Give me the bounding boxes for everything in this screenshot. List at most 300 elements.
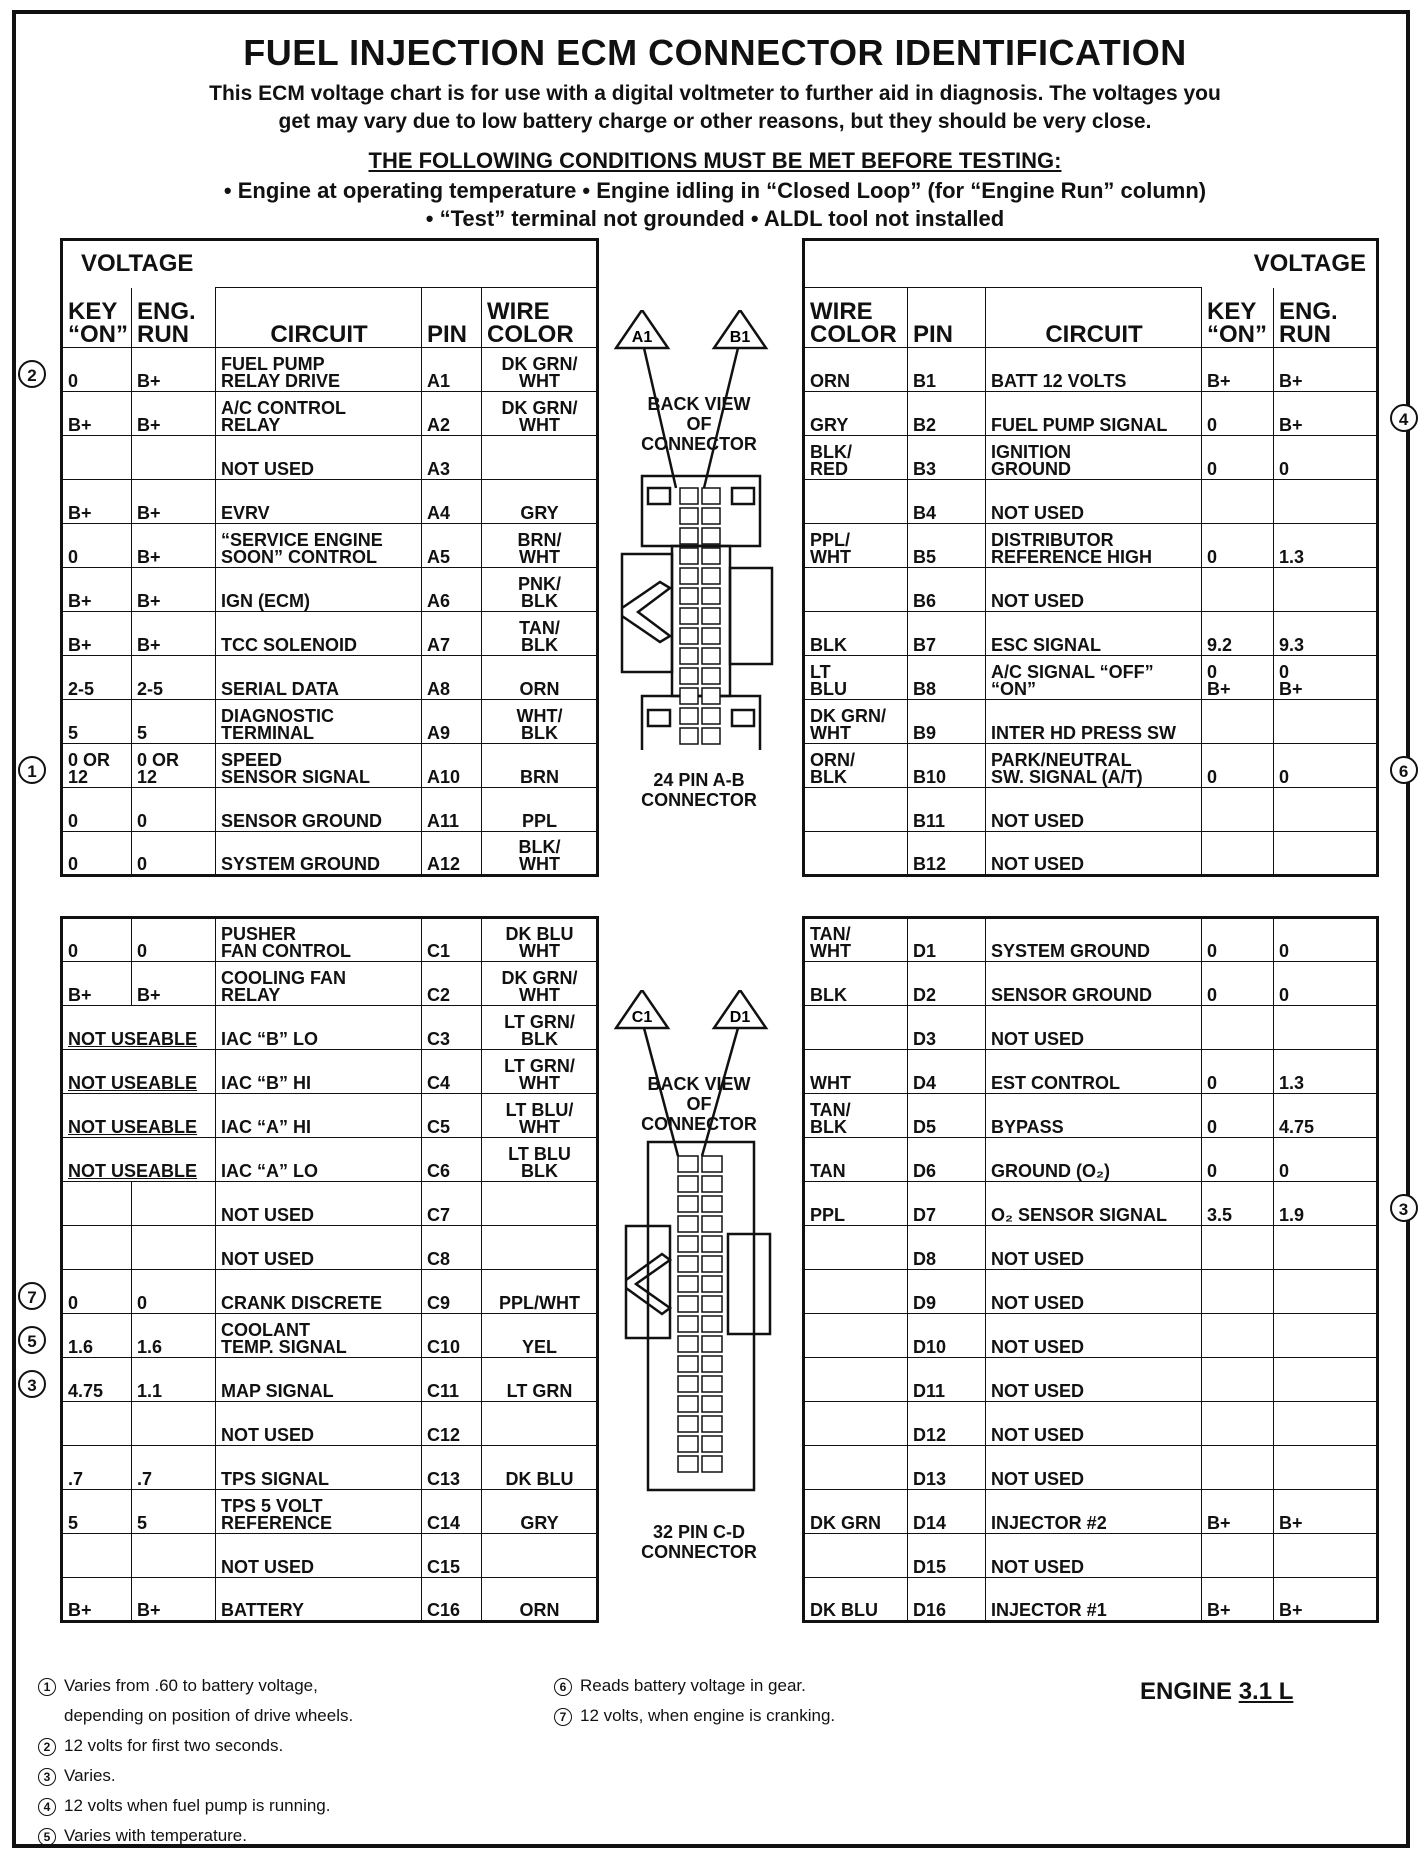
pin-id: B9 [908,700,986,744]
table-row [804,1226,1378,1270]
pin-id: B3 [908,436,986,480]
table-row [62,524,598,568]
key-on-value [1202,832,1274,876]
eng-run-value [132,436,216,480]
pin-id: B6 [908,568,986,612]
connector-pin-cavity [702,488,720,504]
pin-id: D3 [908,1006,986,1050]
table-row [62,1226,598,1270]
circuit-header-right: CIRCUIT [986,288,1202,348]
eng-run-value: 5 [132,1490,216,1534]
connector-pin-cavity [702,1176,722,1192]
wire-color: LT BLU BLK [482,1138,598,1182]
eng-run-value [1274,1358,1378,1402]
wire-color [804,1226,908,1270]
wire-color [482,436,598,480]
pin-id: C2 [422,962,482,1006]
connector-pin-cavity [678,1416,698,1432]
key-on-value: 0 [62,918,132,962]
footnote-marker: 4 [38,1798,56,1816]
key-on-value: 0 [1202,1050,1274,1094]
key-on-value [1202,700,1274,744]
connector-cd-left-label: C1 [631,1009,653,1026]
key-on-value: 0 [62,1270,132,1314]
footnote-marker: 2 [38,1738,56,1756]
engine-value: 3.1 L [1238,1678,1294,1705]
key-on-value: 2-5 [62,656,132,700]
footnote-text: Varies with temperature. [64,1826,247,1845]
wire-color [804,1006,908,1050]
connector-pin-cavity [680,728,698,744]
table-row [62,392,598,436]
table-row [804,612,1378,656]
table-row [62,1578,598,1622]
wire-color: DK BLU [804,1578,908,1622]
circuit-name: NOT USED [986,480,1202,524]
footnote [38,1676,518,1696]
table-row [804,1270,1378,1314]
conditions-line-1: • Engine at operating temperature • Engine idling in “Closed Loop” (for “Engine Run” column) [223,178,1207,203]
pin-id: A5 [422,524,482,568]
pin-id: C11 [422,1358,482,1402]
pin-id: D14 [908,1490,986,1534]
footnote-marker: 3 [38,1768,56,1786]
connector-pin-cavity [680,628,698,644]
key-on-value [1202,1402,1274,1446]
eng-run-value: B+ [132,568,216,612]
circuit-name: IAC “A” LO [216,1138,422,1182]
connector-pin-cavity [680,608,698,624]
circuit-name: INTER HD PRESS SW [986,700,1202,744]
table-row [804,568,1378,612]
table-row [804,1182,1378,1226]
connector-pin-cavity [678,1196,698,1212]
connector-pin-cavity [680,708,698,724]
footnote [38,1766,518,1786]
connector-pin-cavity [680,488,698,504]
key-on-value [1202,1534,1274,1578]
table-row [62,744,598,788]
connector-pin-cavity [702,1316,722,1332]
pin-id: A12 [422,832,482,876]
table-row [62,700,598,744]
connector-pin-cavity [702,1396,722,1412]
key-on-value: 0 [62,788,132,832]
circuit-name: FUEL PUMP SIGNAL [986,392,1202,436]
circuit-name: NOT USED [986,1402,1202,1446]
page-title: FUEL INJECTION ECM CONNECTOR IDENTIFICATION [243,32,1187,73]
voltage-header: VOLTAGE [62,240,598,288]
note-marker-2: 2 [18,360,46,388]
eng-run-value [1274,700,1378,744]
connector-cd-caption: 32 PIN C-D CONNECTOR [641,1522,757,1562]
footnote-text: Varies from .60 to battery voltage, [64,1676,318,1695]
wire-color [482,1402,598,1446]
wire-color: LT GRN/ BLK [482,1006,598,1050]
table-row [62,656,598,700]
wire-color: YEL [482,1314,598,1358]
connector-pin-cavity [702,648,720,664]
table-row [804,788,1378,832]
circuit-name: NOT USED [986,788,1202,832]
note-marker-3: 3 [18,1370,46,1398]
table-row [62,348,598,392]
table-row [804,1006,1378,1050]
eng-run-value: 9.3 [1274,612,1378,656]
eng-run-value: B+ [132,612,216,656]
key-on-value [1202,568,1274,612]
pin-id: C7 [422,1182,482,1226]
table-row [62,1402,598,1446]
circuit-name: CRANK DISCRETE [216,1270,422,1314]
footnote-marker: 5 [38,1828,56,1846]
footnote-text: Reads battery voltage in gear. [580,1676,806,1695]
connector-ab-diagram [614,310,784,750]
footnotes-left [38,1676,518,1856]
wire-color: DK GRN/ WHT [482,392,598,436]
table-row [804,744,1378,788]
pin-id: D7 [908,1182,986,1226]
table-row [804,1578,1378,1622]
wire-color [804,788,908,832]
intro-line-2: get may vary due to low battery charge or other reasons, but they should be very close. [278,110,1152,133]
table-row [62,1490,598,1534]
eng-run-value: 0 B+ [1274,656,1378,700]
circuit-name: A/C SIGNAL “OFF” “ON” [986,656,1202,700]
pin-id: D8 [908,1226,986,1270]
eng-run-value [1274,568,1378,612]
key-on-value: B+ [1202,1490,1274,1534]
table-row [62,1006,598,1050]
key-on-value: B+ [62,612,132,656]
key-on-value: 9.2 [1202,612,1274,656]
eng-run-value: B+ [132,962,216,1006]
circuit-name: TCC SOLENOID [216,612,422,656]
wire-color: PPL [804,1182,908,1226]
table-row [804,656,1378,700]
pin-id: C1 [422,918,482,962]
wire-color: GRY [804,392,908,436]
wire-color-header: WIRE COLOR [482,288,598,348]
circuit-header: CIRCUIT [216,288,422,348]
circuit-name: IAC “B” LO [216,1006,422,1050]
circuit-name: NOT USED [986,1314,1202,1358]
footnote [554,1676,974,1696]
circuit-name: NOT USED [986,1358,1202,1402]
connector-pin-cavity [678,1216,698,1232]
footnote [554,1706,974,1726]
wire-color [804,1314,908,1358]
connector-pin-cavity [702,1256,722,1272]
connector-pin-cavity [680,588,698,604]
circuit-name: IAC “A” HI [216,1094,422,1138]
key-on-value: B+ [62,1578,132,1622]
eng-run-value: 0 OR 12 [132,744,216,788]
table-row [804,1050,1378,1094]
table-row [804,918,1378,962]
key-on-value: 0 [62,832,132,876]
key-on-value: 4.75 [62,1358,132,1402]
key-on-value: B+ [62,480,132,524]
circuit-name: NOT USED [986,1534,1202,1578]
circuit-name: FUEL PUMP RELAY DRIVE [216,348,422,392]
connector-pin-cavity [702,668,720,684]
eng-run-value: 1.9 [1274,1182,1378,1226]
table-row [804,700,1378,744]
key-on-value: 0 [1202,1138,1274,1182]
connector-pin-cavity [702,588,720,604]
table-row [62,1270,598,1314]
key-on-value: 0 [1202,524,1274,568]
footnote [38,1706,518,1726]
table-row [804,1094,1378,1138]
eng-run-value: B+ [132,348,216,392]
pin-header: PIN [422,288,482,348]
connector-cd-right-label: D1 [729,1009,751,1026]
footnote-text: depending on position of drive wheels. [64,1706,354,1725]
connector-pin-cavity [702,1436,722,1452]
circuit-name: DISTRIBUTOR REFERENCE HIGH [986,524,1202,568]
table-row [804,392,1378,436]
connector-pin-cavity [678,1316,698,1332]
eng-run-value [132,1182,216,1226]
key-on-value: 0 B+ [1202,656,1274,700]
note-marker-7: 7 [18,1282,46,1310]
table-row [62,480,598,524]
pin-id: A10 [422,744,482,788]
key-on-value [1202,1446,1274,1490]
key-on-value [62,1534,132,1578]
table-row [804,832,1378,876]
eng-run-value [1274,1006,1378,1050]
pin-id: B5 [908,524,986,568]
connector-ab-back-view: BACK VIEW OF CONNECTOR [641,394,757,454]
wire-color [804,832,908,876]
table-row [62,832,598,876]
intro-line-1: This ECM voltage chart is for use with a digital voltmeter to further aid in diagnosis. The voltages you [209,82,1221,105]
table-row [804,1490,1378,1534]
circuit-name: ESC SIGNAL [986,612,1202,656]
wire-color: BLK/ RED [804,436,908,480]
connector-pin-cavity [678,1456,698,1472]
key-on-value [62,1402,132,1446]
eng-run-value: 2-5 [132,656,216,700]
wire-color: DK BLU [482,1446,598,1490]
wire-color [482,1182,598,1226]
pin-id: B12 [908,832,986,876]
wire-color: DK GRN/ WHT [482,962,598,1006]
key-on-header: KEY “ON” [62,288,132,348]
connector-pin-cavity [702,568,720,584]
wire-color: WHT [804,1050,908,1094]
circuit-name: TPS SIGNAL [216,1446,422,1490]
wire-color: TAN [804,1138,908,1182]
connector-pin-cavity [702,1376,722,1392]
key-on-value: 5 [62,1490,132,1534]
connector-pin-cavity [678,1156,698,1172]
key-on-value [62,436,132,480]
pin-id: C4 [422,1050,482,1094]
eng-run-value [1274,1314,1378,1358]
key-on-value [62,1226,132,1270]
connector-pin-cavity [702,1196,722,1212]
circuit-name: NOT USED [986,1006,1202,1050]
pin-id: A7 [422,612,482,656]
pin-id: B11 [908,788,986,832]
connector-pin-cavity [702,1156,722,1172]
eng-run-header: ENG. RUN [132,288,216,348]
connector-pin-cavity [680,568,698,584]
table-row [804,436,1378,480]
key-on-value: 0 [1202,392,1274,436]
wire-color [804,480,908,524]
pin-id: B2 [908,392,986,436]
wire-color: PPL [482,788,598,832]
connector-pin-cavity [702,608,720,624]
table-row [62,568,598,612]
wire-color [804,1534,908,1578]
table-row [804,1534,1378,1578]
eng-run-value [1274,1402,1378,1446]
key-on-value: 0 [1202,436,1274,480]
key-on-value: 0 [1202,1094,1274,1138]
pin-id: C14 [422,1490,482,1534]
key-on-value: 0 OR 12 [62,744,132,788]
table-row [804,1446,1378,1490]
connector-pin-cavity [680,688,698,704]
table-row [62,436,598,480]
wire-color [482,1534,598,1578]
eng-run-value: 0 [132,788,216,832]
wire-color: GRY [482,1490,598,1534]
eng-run-value: 0 [1274,436,1378,480]
wire-color: PPL/ WHT [804,524,908,568]
connector-pin-cavity [702,1296,722,1312]
pin-id: B7 [908,612,986,656]
key-on-value: NOT USEABLE [62,1094,216,1138]
key-on-value: B+ [62,392,132,436]
eng-run-value: 0 [132,918,216,962]
eng-run-value: B+ [132,392,216,436]
wire-color: PPL/WHT [482,1270,598,1314]
pin-id: C8 [422,1226,482,1270]
connector-pin-cavity [702,708,720,724]
table-row [804,1402,1378,1446]
circuit-name: COOLANT TEMP. SIGNAL [216,1314,422,1358]
wire-color-header-right: WIRE COLOR [804,288,908,348]
wire-color: LT GRN/ WHT [482,1050,598,1094]
pin-id: D4 [908,1050,986,1094]
eng-run-value: 0 [1274,918,1378,962]
eng-run-value: 1.1 [132,1358,216,1402]
eng-run-value: .7 [132,1446,216,1490]
key-on-value [62,1182,132,1226]
pin-id: D2 [908,962,986,1006]
table-row [62,1094,598,1138]
eng-run-value: 5 [132,700,216,744]
table-b-pins [802,238,1379,877]
footnote-marker: 1 [38,1678,56,1696]
table-a-body [62,348,598,876]
connector-pin-cavity [702,1456,722,1472]
key-on-value: B+ [62,568,132,612]
table-row [804,480,1378,524]
note-marker-4: 4 [1390,404,1418,432]
pin-id: B10 [908,744,986,788]
connector-cd-housing [648,1142,754,1490]
table-row [804,1358,1378,1402]
connector-pin-cavity [702,688,720,704]
key-on-value: 0 [1202,918,1274,962]
wire-color [804,1446,908,1490]
wire-color: DK GRN [804,1490,908,1534]
connector-pin-cavity [680,508,698,524]
connector-pin-cavity [678,1376,698,1392]
connector-pin-cavity [678,1296,698,1312]
wire-color: LT BLU/ WHT [482,1094,598,1138]
eng-run-value [132,1402,216,1446]
key-on-value [1202,1270,1274,1314]
circuit-name: INJECTOR #1 [986,1578,1202,1622]
eng-run-value [1274,1270,1378,1314]
connector-pin-cavity [680,548,698,564]
circuit-name: O₂ SENSOR SIGNAL [986,1182,1202,1226]
pin-id: A2 [422,392,482,436]
wire-color: DK BLU WHT [482,918,598,962]
connector-pin-cavity [702,528,720,544]
key-on-value: NOT USEABLE [62,1050,216,1094]
table-row [804,962,1378,1006]
connector-pin-cavity [702,1356,722,1372]
pin-id: D9 [908,1270,986,1314]
pin-id: B8 [908,656,986,700]
circuit-name: DIAGNOSTIC TERMINAL [216,700,422,744]
circuit-name: NOT USED [986,1270,1202,1314]
footnotes-right [554,1676,974,1736]
wire-color: DK GRN/ WHT [804,700,908,744]
eng-run-value [132,1226,216,1270]
eng-run-value: 0 [132,1270,216,1314]
table-d-body [804,918,1378,1622]
circuit-name: BATTERY [216,1578,422,1622]
pin-id: D16 [908,1578,986,1622]
pin-id: D5 [908,1094,986,1138]
circuit-name: PARK/NEUTRAL SW. SIGNAL (A/T) [986,744,1202,788]
connector-pin-cavity [702,1216,722,1232]
footnote-marker: 6 [554,1678,572,1696]
table-row [62,1182,598,1226]
pin-id: D15 [908,1534,986,1578]
wire-color [482,1226,598,1270]
pin-id: A4 [422,480,482,524]
table-row [804,1314,1378,1358]
connector-pin-cavity [702,628,720,644]
table-c-body [62,918,598,1622]
wire-color: TAN/ BLK [482,612,598,656]
eng-run-value [1274,1446,1378,1490]
connector-ab-left-label: A1 [631,329,653,346]
connector-pin-cavity [702,1276,722,1292]
eng-run-value: B+ [132,524,216,568]
connector-pin-cavity [680,648,698,664]
pin-id: C10 [422,1314,482,1358]
eng-run-value [1274,480,1378,524]
circuit-name: EST CONTROL [986,1050,1202,1094]
wire-color: GRY [482,480,598,524]
circuit-name: NOT USED [986,1446,1202,1490]
note-marker-6: 6 [1390,756,1418,784]
table-row [804,1138,1378,1182]
